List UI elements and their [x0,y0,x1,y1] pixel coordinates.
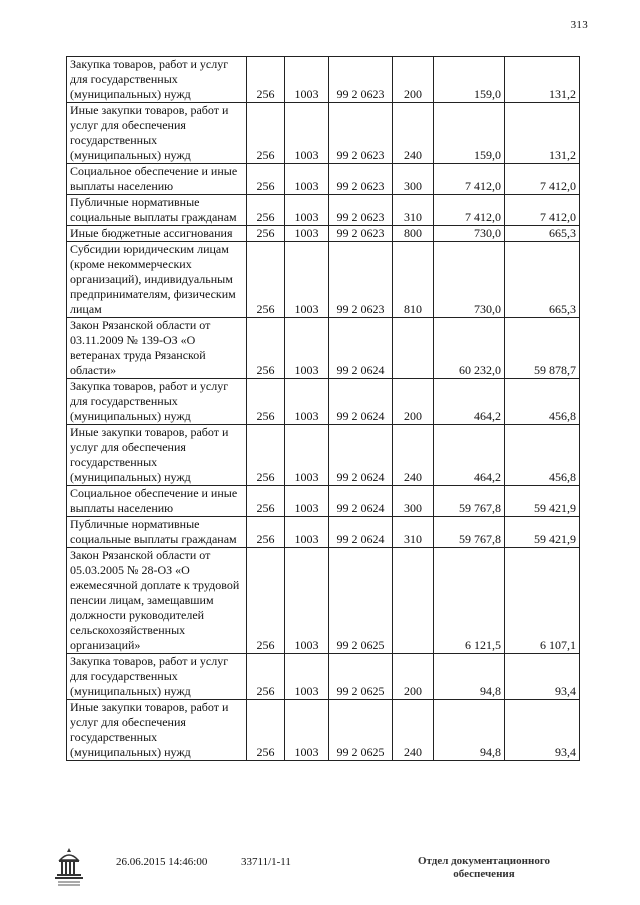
footer-doc-code: 33711/1-11 [241,856,291,868]
row-exptype-cell: 240 [393,700,434,761]
row-ved-cell: 256 [247,226,285,242]
row-exptype-cell: 200 [393,57,434,103]
row-exptype-cell: 310 [393,517,434,548]
row-target-cell: 99 2 0623 [329,57,393,103]
row-target-cell: 99 2 0623 [329,242,393,318]
row-sum-fact-cell: 665,3 [505,242,580,318]
table-row [67,103,580,164]
row-section-cell: 1003 [285,226,329,242]
table-row [67,654,580,700]
row-ved-cell: 256 [247,379,285,425]
duma-emblem-icon [54,846,84,888]
footer-datetime: 26.06.2015 14:46:00 [116,856,208,868]
row-ved-cell: 256 [247,654,285,700]
row-exptype-cell: 240 [393,103,434,164]
row-sum-plan-cell: 94,8 [434,654,505,700]
table-row [67,242,580,318]
row-name-cell: Социальное обеспечение и иные выплаты населению [67,164,247,195]
row-sum-plan-cell: 94,8 [434,700,505,761]
budget-table [66,56,580,761]
row-ved-cell: 256 [247,425,285,486]
row-sum-plan-cell: 59 767,8 [434,517,505,548]
row-exptype-cell: 240 [393,425,434,486]
row-sum-plan-cell: 730,0 [434,226,505,242]
row-sum-fact-cell: 456,8 [505,379,580,425]
row-target-cell: 99 2 0625 [329,654,393,700]
table-row [67,425,580,486]
row-ved-cell: 256 [247,700,285,761]
table-row [67,57,580,103]
row-ved-cell: 256 [247,517,285,548]
row-sum-fact-cell: 131,2 [505,57,580,103]
row-name-cell: Публичные нормативные социальные выплаты гражданам [67,195,247,226]
row-target-cell: 99 2 0624 [329,425,393,486]
row-target-cell: 99 2 0623 [329,226,393,242]
row-name-cell: Закупка товаров, работ и услуг для государственных (муниципальных) нужд [67,57,247,103]
row-ved-cell: 256 [247,103,285,164]
row-target-cell: 99 2 0624 [329,379,393,425]
row-sum-fact-cell: 59 421,9 [505,517,580,548]
row-exptype-cell [393,318,434,379]
row-sum-fact-cell: 131,2 [505,103,580,164]
row-section-cell: 1003 [285,318,329,379]
row-exptype-cell: 800 [393,226,434,242]
row-name-cell: Социальное обеспечение и иные выплаты населению [67,486,247,517]
table-row [67,195,580,226]
row-sum-fact-cell: 93,4 [505,700,580,761]
row-section-cell: 1003 [285,517,329,548]
budget-table-body [67,57,580,761]
row-ved-cell: 256 [247,548,285,654]
row-sum-plan-cell: 464,2 [434,379,505,425]
row-target-cell: 99 2 0623 [329,164,393,195]
table-row [67,164,580,195]
row-sum-fact-cell: 6 107,1 [505,548,580,654]
row-name-cell: Иные закупки товаров, работ и услуг для обеспечения государственных (муниципальных) нужд [67,103,247,164]
table-row [67,318,580,379]
row-section-cell: 1003 [285,548,329,654]
row-target-cell: 99 2 0623 [329,195,393,226]
row-sum-plan-cell: 6 121,5 [434,548,505,654]
row-target-cell: 99 2 0623 [329,103,393,164]
table-row [67,548,580,654]
table-row [67,700,580,761]
row-sum-plan-cell: 60 232,0 [434,318,505,379]
row-exptype-cell [393,548,434,654]
row-sum-plan-cell: 730,0 [434,242,505,318]
row-section-cell: 1003 [285,425,329,486]
row-sum-fact-cell: 7 412,0 [505,164,580,195]
row-target-cell: 99 2 0625 [329,548,393,654]
table-row [67,379,580,425]
row-ved-cell: 256 [247,195,285,226]
row-ved-cell: 256 [247,164,285,195]
row-sum-fact-cell: 456,8 [505,425,580,486]
row-sum-fact-cell: 665,3 [505,226,580,242]
row-sum-plan-cell: 464,2 [434,425,505,486]
row-section-cell: 1003 [285,57,329,103]
row-exptype-cell: 310 [393,195,434,226]
row-ved-cell: 256 [247,486,285,517]
row-name-cell: Публичные нормативные социальные выплаты гражданам [67,517,247,548]
row-name-cell: Иные бюджетные ассигнования [67,226,247,242]
row-exptype-cell: 200 [393,654,434,700]
row-section-cell: 1003 [285,103,329,164]
table-row [67,517,580,548]
row-sum-fact-cell: 93,4 [505,654,580,700]
row-ved-cell: 256 [247,242,285,318]
row-name-cell: Субсидии юридическим лицам (кроме некоммерческих организаций), индивидуальным предпринимателям, физическим лицам [67,242,247,318]
row-ved-cell: 256 [247,57,285,103]
row-sum-plan-cell: 159,0 [434,103,505,164]
row-sum-plan-cell: 7 412,0 [434,164,505,195]
row-target-cell: 99 2 0624 [329,318,393,379]
table-row [67,486,580,517]
row-section-cell: 1003 [285,654,329,700]
row-sum-fact-cell: 59 878,7 [505,318,580,379]
row-sum-fact-cell: 7 412,0 [505,195,580,226]
row-sum-plan-cell: 7 412,0 [434,195,505,226]
row-name-cell: Закупка товаров, работ и услуг для государственных (муниципальных) нужд [67,654,247,700]
row-section-cell: 1003 [285,195,329,226]
row-sum-fact-cell: 59 421,9 [505,486,580,517]
row-section-cell: 1003 [285,242,329,318]
row-ved-cell: 256 [247,318,285,379]
row-section-cell: 1003 [285,700,329,761]
footer-department: Отдел документационного обеспечения [417,855,551,880]
row-target-cell: 99 2 0624 [329,517,393,548]
row-name-cell: Закон Рязанской области от 05.03.2005 № 28-ОЗ «О ежемесячной доплате к трудовой пенсии лицам, замещавшим должности руководителей сельскохозяйственных организаций» [67,548,247,654]
row-exptype-cell: 200 [393,379,434,425]
row-name-cell: Иные закупки товаров, работ и услуг для обеспечения государственных (муниципальных) нужд [67,425,247,486]
row-exptype-cell: 300 [393,486,434,517]
row-exptype-cell: 300 [393,164,434,195]
row-section-cell: 1003 [285,164,329,195]
row-exptype-cell: 810 [393,242,434,318]
row-name-cell: Закон Рязанской области от 03.11.2009 № 139-ОЗ «О ветеранах труда Рязанской области» [67,318,247,379]
row-name-cell: Иные закупки товаров, работ и услуг для обеспечения государственных (муниципальных) нужд [67,700,247,761]
row-section-cell: 1003 [285,486,329,517]
row-sum-plan-cell: 159,0 [434,57,505,103]
table-row [67,226,580,242]
row-section-cell: 1003 [285,379,329,425]
row-target-cell: 99 2 0624 [329,486,393,517]
row-name-cell: Закупка товаров, работ и услуг для государственных (муниципальных) нужд [67,379,247,425]
row-target-cell: 99 2 0625 [329,700,393,761]
row-sum-plan-cell: 59 767,8 [434,486,505,517]
page-number: 313 [570,19,588,31]
